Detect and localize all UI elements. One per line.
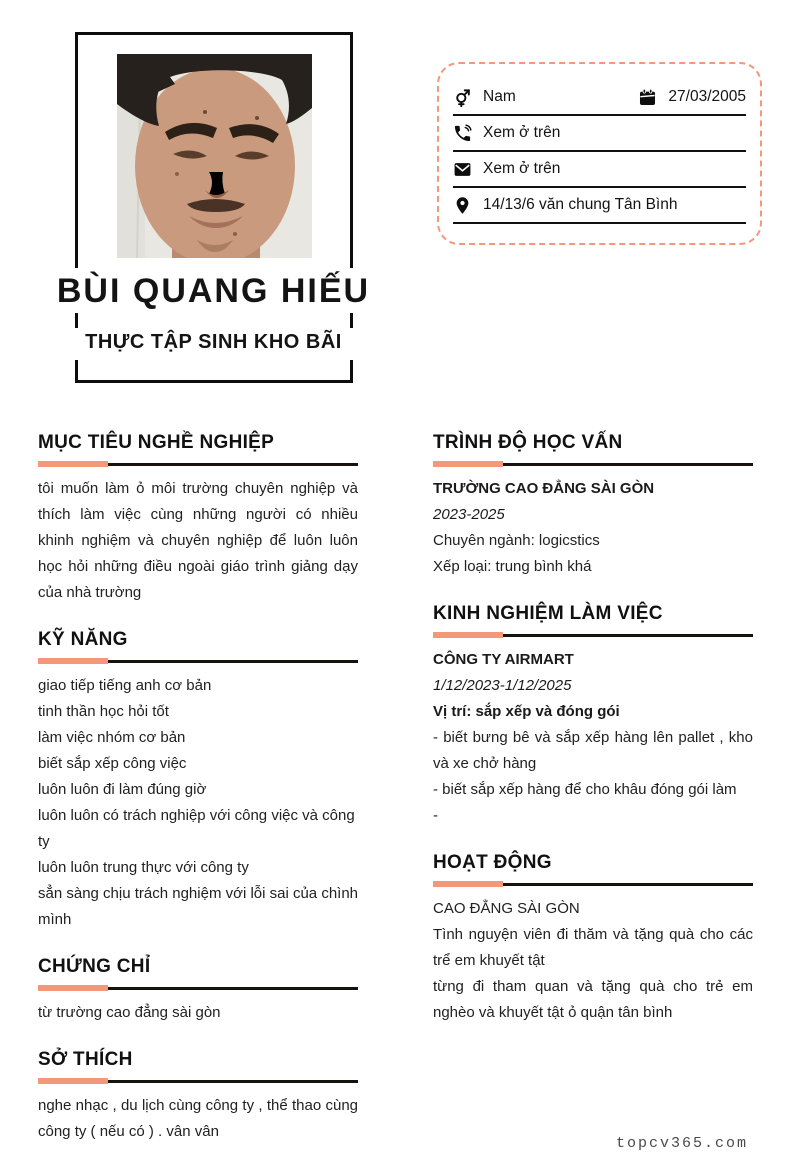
certificates-text: từ trường cao đẳng sài gòn: [38, 1004, 221, 1021]
calendar-icon: [638, 88, 657, 107]
left-column: [38, 432, 358, 1168]
watermark: topcv365.com: [615, 1135, 748, 1152]
hobbies-text: nghe nhạc , du lịch cùng công ty , thể thao cùng công ty ( nếu có ) . vân vân: [38, 1097, 358, 1140]
skill-item: luôn luôn trung thực với công ty: [38, 859, 249, 876]
section-heading: TRÌNH ĐỘ HỌC VẤN: [433, 432, 623, 453]
info-row-phone: [453, 116, 746, 152]
education-grade: Xếp loại: trung bình khá: [433, 558, 592, 575]
section-rule: [38, 1078, 358, 1084]
skill-item: giao tiếp tiếng anh cơ bản: [38, 677, 212, 694]
experience-period: 1/12/2023-1/12/2025: [433, 677, 572, 694]
section-heading: KỸ NĂNG: [38, 629, 128, 650]
section-heading: HOẠT ĐỘNG: [433, 852, 552, 873]
section-rule: [38, 658, 358, 664]
info-row-gender-birthday: [453, 80, 746, 116]
experience-detail: -: [433, 807, 438, 824]
title-block: [62, 328, 365, 360]
mail-icon: [453, 160, 472, 179]
section-hobbies: [38, 1049, 358, 1145]
section-rule: [433, 881, 753, 887]
section-heading: CHỨNG CHỈ: [38, 956, 151, 977]
person-name: BÙI QUANG HIẾU: [56, 272, 371, 310]
section-heading: MỤC TIÊU NGHỀ NGHIỆP: [38, 432, 275, 453]
activities-detail: từng đi tham quan và tặng quà cho trẻ em nghèo và khuyết tật ỏ quận tân bình: [433, 978, 753, 1021]
address-value: 14/13/6 văn chung Tân Bình: [483, 196, 678, 213]
job-title: THỰC TẬP SINH KHO BÃI: [85, 331, 342, 353]
section-heading: KINH NGHIỆM LÀM VIỆC: [433, 603, 663, 624]
experience-company: CÔNG TY AIRMART: [433, 651, 574, 668]
section-rule: [38, 985, 358, 991]
section-activities: [433, 852, 753, 1026]
activities-org: CAO ĐẲNG SÀI GÒN: [433, 900, 580, 917]
skill-item: luôn luôn có trách nghiệp với công việc và công ty: [38, 807, 355, 850]
section-education: [433, 432, 753, 580]
section-rule: [38, 461, 358, 467]
email-value: Xem ở trên: [483, 160, 561, 177]
education-school: TRƯỜNG CAO ĐẲNG SÀI GÒN: [433, 480, 655, 497]
section-heading: SỞ THÍCH: [38, 1049, 133, 1070]
skill-item: luôn luôn đi làm đúng giờ: [38, 781, 207, 798]
section-rule: [433, 632, 753, 638]
info-row-email: [453, 152, 746, 188]
section-skills: [38, 629, 358, 933]
objective-text: tôi muốn làm ỏ môi trường chuyên nghiệp và thích làm việc cùng những người có nhiều khinh nghiệm và chuyên nghiệp để luôn luôn học hỏi những điều ngoài giáo trình giảng dạy của nhà trường: [38, 480, 358, 601]
skill-item: làm việc nhóm cơ bản: [38, 729, 186, 746]
skill-item: tinh thần học hỏi tốt: [38, 703, 169, 720]
contact-info-box: [437, 62, 762, 245]
skill-item: biết sắp xếp công việc: [38, 755, 187, 772]
profile-photo: [117, 54, 312, 258]
birthday-value: 27/03/2005: [668, 88, 746, 105]
section-rule: [433, 461, 753, 467]
location-icon: [453, 196, 472, 215]
name-block: [44, 268, 383, 313]
skill-item: sẳn sàng chịu trách nghiệm với lỗi sai của chình mình: [38, 885, 359, 928]
section-objective: [38, 432, 358, 606]
section-experience: [433, 603, 753, 829]
gender-value: Nam: [483, 88, 516, 105]
info-row-address: [453, 188, 746, 224]
phone-value: Xem ở trên: [483, 124, 561, 141]
experience-position: Vị trí: sắp xếp và đóng gói: [433, 703, 620, 720]
experience-detail: - biết sắp xếp hàng để cho khâu đóng gói làm: [433, 781, 737, 798]
phone-icon: [453, 124, 472, 143]
education-major: Chuyên ngành: logicstics: [433, 532, 600, 549]
gender-icon: [453, 88, 472, 107]
section-certificates: [38, 956, 358, 1026]
experience-detail: - biết bưng bê và sắp xếp hàng lên pallet , kho và xe chở hàng: [433, 729, 753, 772]
right-column: [433, 432, 753, 1049]
education-period: 2023-2025: [433, 506, 505, 523]
activities-detail: Tình nguyện viên đi thăm và tặng quà cho các trể em khuyết tật: [433, 926, 753, 969]
